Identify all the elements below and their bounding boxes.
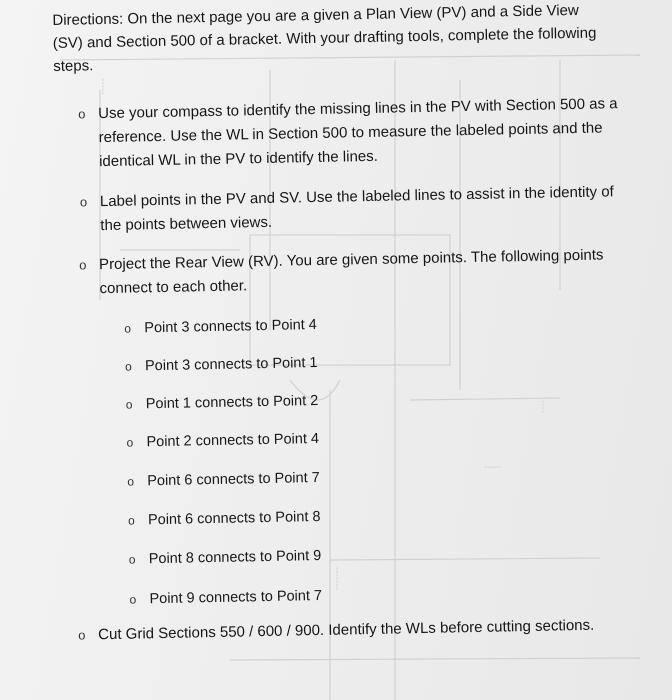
bullet-icon: o [129, 592, 137, 607]
connection-item [128, 546, 322, 569]
connection-item [124, 315, 317, 338]
connection-text: Point 6 connects to Point 8 [147, 508, 321, 529]
step-item [78, 612, 658, 647]
connection-text: Point 1 connects to Point 2 [145, 392, 319, 413]
svg-text:-------: ------- [332, 566, 343, 590]
connection-text: Point 3 connects to Point 1 [144, 354, 318, 375]
step-text: Project the Rear View (RV). You are given some points. The following points connect to each other. [98, 246, 604, 298]
step-text: Cut Grid Sections 550 / 600 / 900. Identify the WLs before cutting sections. [98, 616, 595, 644]
bullet-icon: o [128, 552, 136, 567]
bullet-icon: o [78, 257, 87, 273]
svg-text:-----: ----- [97, 78, 108, 95]
connection-item [124, 353, 318, 376]
bullet-icon: o [126, 435, 134, 450]
connection-text: Point 6 connects to Point 7 [147, 469, 320, 490]
step-text: Label points in the PV and SV. Use the labeled lines to assist in the identity of the points between views. [99, 183, 614, 235]
connection-item [125, 391, 319, 414]
bullet-icon: o [127, 513, 135, 528]
step-item [79, 180, 621, 238]
bullet-icon: o [124, 321, 132, 336]
bullet-icon: o [127, 474, 135, 489]
directions-label: Directions: [52, 10, 124, 29]
svg-text:-----: ----- [484, 462, 501, 473]
connection-item [129, 586, 323, 609]
bullet-icon: o [78, 106, 86, 122]
connection-text: Point 9 connects to Point 7 [149, 587, 323, 608]
bullet-icon: o [79, 194, 88, 210]
connection-text: Point 3 connects to Point 4 [144, 316, 317, 337]
connection-text: Point 8 connects to Point 9 [148, 547, 322, 568]
step-item [78, 92, 619, 174]
bullet-icon: o [78, 627, 86, 643]
directions-text: On the next page you are a given a Plan View (PV) and a Side View (SV) and Section 500 of a bracket. With your drafting tools, complete the following steps. [52, 1, 597, 75]
connection-text: Point 2 connects to Point 4 [146, 430, 320, 451]
bullet-icon: o [124, 359, 132, 374]
step-text: Use your compass to identify the missing lines in the PV with Section 500 as a reference. Use the WL in Section 500 to measure the labeled points and the identical WL in the PV to identify the lines. [98, 95, 618, 171]
connection-item [127, 507, 321, 530]
bullet-icon: o [125, 397, 133, 412]
step-item [78, 243, 620, 301]
connection-item [126, 429, 320, 452]
directions-paragraph [52, 0, 613, 78]
connection-item [127, 468, 320, 491]
svg-text:----: ---- [537, 400, 548, 414]
